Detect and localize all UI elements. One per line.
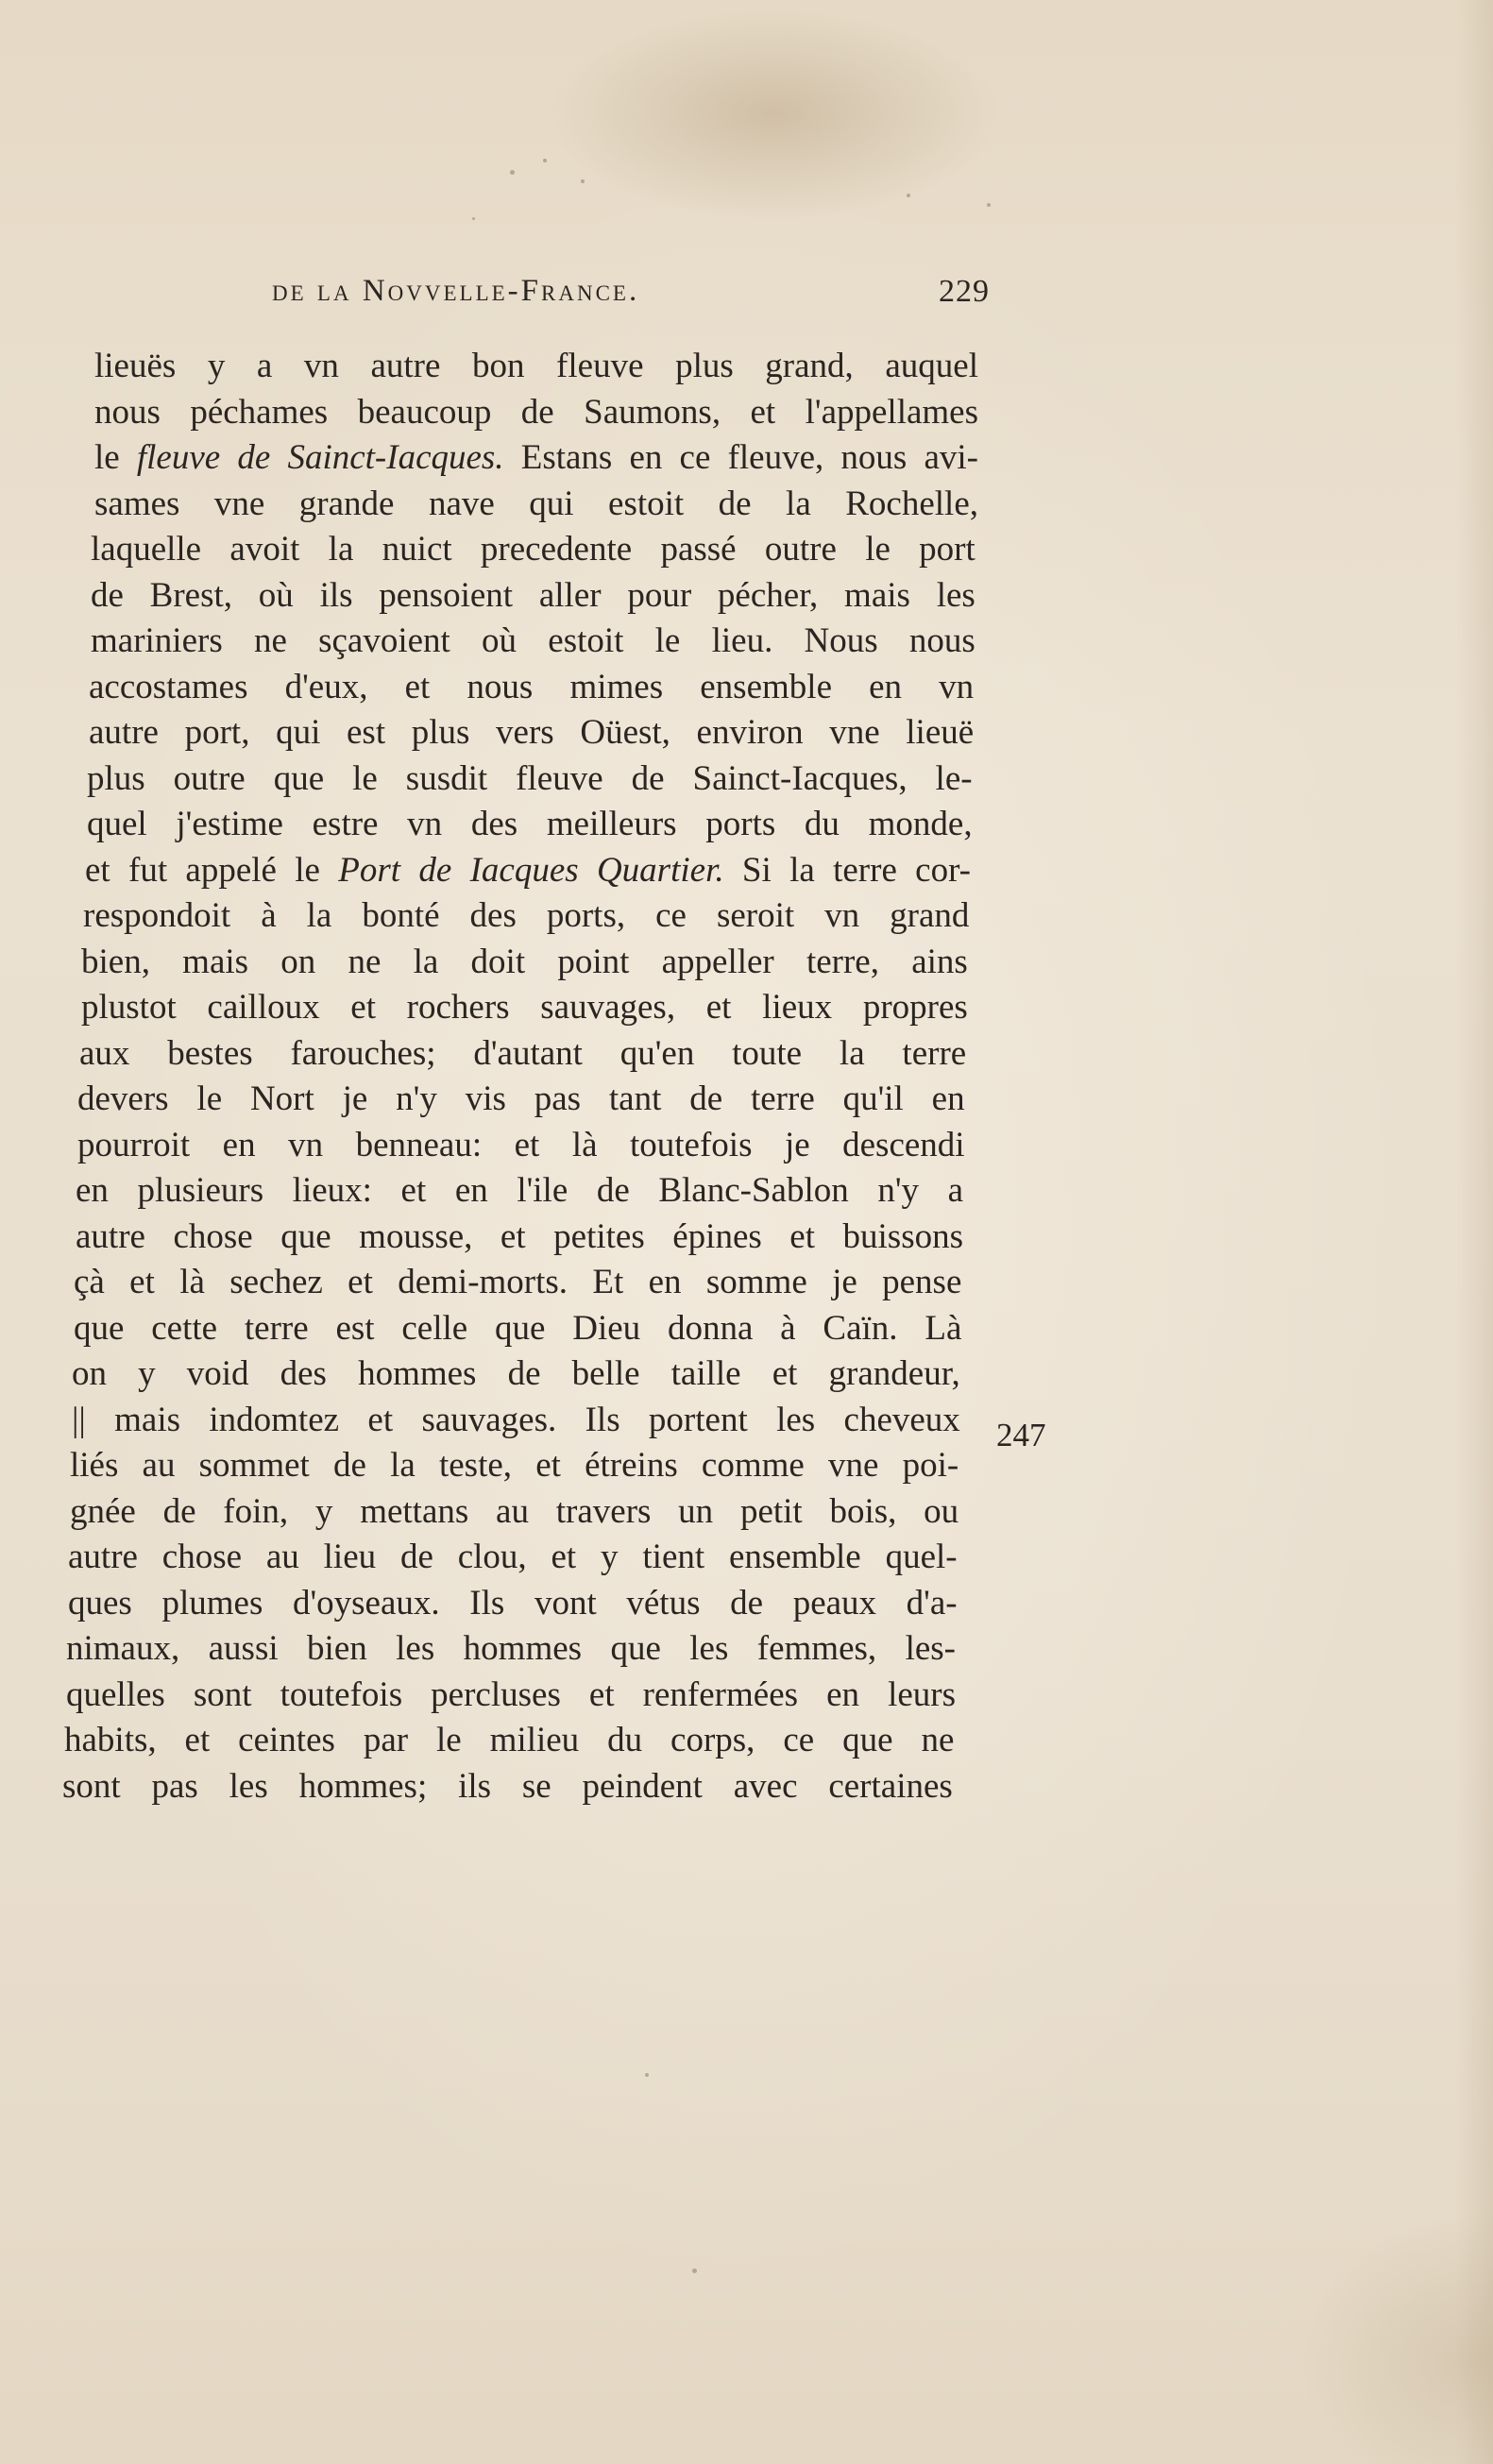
text-run: de Brest, où ils pensoient aller pour pécher, mais les xyxy=(91,575,976,615)
text-line xyxy=(76,1215,963,1261)
text-run: plus outre que le susdit fleuve de Sainct-Iacques, le- xyxy=(87,758,973,798)
text-line xyxy=(89,710,974,756)
text-line xyxy=(94,482,978,528)
text-run: on y void des hommes de belle taille et grandeur, xyxy=(72,1354,960,1393)
running-head: de la Novvelle-France. xyxy=(272,274,640,308)
text-line xyxy=(70,1443,959,1489)
page-edge-shadow xyxy=(1455,0,1493,2464)
text-run: pourroit en vn benneau: et là toutefois je descendi xyxy=(77,1125,965,1164)
italic-text-run: Port de Iacques Quartier. xyxy=(338,850,724,890)
page-number: 229 xyxy=(939,274,990,309)
text-run: ques plumes d'oyseaux. Ils vont vétus de peaux d'a- xyxy=(68,1583,958,1623)
text-line xyxy=(64,1718,954,1764)
text-line xyxy=(66,1673,956,1719)
text-run: respondoit à la bonté des ports, ce seroit vn grand xyxy=(83,896,970,935)
text-run: en plusieurs lieux: et en l'ile de Blanc-Sablon n'y a xyxy=(76,1171,963,1210)
text-line xyxy=(85,848,971,894)
text-line xyxy=(81,985,968,1031)
text-line xyxy=(77,1077,965,1123)
margin-page-reference: 247 xyxy=(996,1417,1046,1453)
text-run: accostames d'eux, et nous mimes ensemble en vn xyxy=(89,667,975,706)
text-run: Estans en ce fleuve, nous avi- xyxy=(503,438,978,477)
text-run: aux bestes farouches; d'autant qu'en toute la terre xyxy=(79,1033,967,1073)
text-run: sont pas les hommes; ils se peindent avec certaines xyxy=(62,1766,953,1806)
text-line xyxy=(87,756,973,803)
text-line xyxy=(83,893,969,940)
text-line xyxy=(76,1168,963,1215)
text-run: nous péchames beaucoup de Saumons, et l'appellames xyxy=(94,392,978,432)
page-header xyxy=(272,274,990,331)
foxing-spot xyxy=(987,203,991,207)
text-run: lieuës y a vn autre bon fleuve plus grand, auquel xyxy=(94,347,978,385)
foxing-spot xyxy=(472,217,475,220)
text-line xyxy=(94,390,978,436)
text-run: quelles sont toutefois percluses et renfermées en leurs xyxy=(66,1674,956,1714)
text-run: plustot cailloux et rochers sauvages, et lieux propres xyxy=(81,988,968,1027)
foxing-spot xyxy=(645,2073,649,2077)
text-run: que cette terre est celle que Dieu donna à Caïn. Là xyxy=(74,1308,962,1348)
text-run: le xyxy=(94,438,137,477)
text-line xyxy=(62,1764,953,1810)
foxing-spot xyxy=(907,194,910,197)
text-line xyxy=(79,1031,966,1078)
text-run: laquelle avoit la nuict precedente passé outre le port xyxy=(91,530,976,569)
text-run: autre chose au lieu de clou, et y tient ensemble quel- xyxy=(68,1538,958,1576)
text-run: gnée de foin, y mettans au travers un petit bois, ou xyxy=(70,1491,959,1531)
text-run: quel j'estime estre vn des meilleurs ports du monde, xyxy=(87,805,973,843)
text-line xyxy=(89,665,974,711)
text-line xyxy=(74,1306,961,1352)
text-line xyxy=(72,1398,960,1444)
text-line xyxy=(91,619,976,665)
foxing-spot xyxy=(510,170,515,175)
text-run: || mais indomtez et sauvages. Ils portent les cheveux xyxy=(72,1400,960,1439)
text-line xyxy=(72,1351,960,1398)
text-line xyxy=(87,802,973,848)
text-line xyxy=(66,1626,956,1673)
foxing-spot xyxy=(581,179,585,183)
text-run: autre port, qui est plus vers Oüest, environ vne lieuë xyxy=(89,713,975,752)
text-line xyxy=(68,1535,958,1581)
text-run: habits, et ceintes par le milieu du corps, ce que ne xyxy=(64,1721,955,1759)
text-line xyxy=(91,573,976,620)
foxing-spot xyxy=(692,2269,697,2273)
body-text xyxy=(62,344,992,1810)
text-run: çà et là sechez et demi-morts. Et en somme je pense xyxy=(74,1263,962,1301)
text-run: liés au sommet de la teste, et étreins comme vne poi- xyxy=(70,1446,959,1485)
text-run: bien, mais on ne la doit point appeller terre, ains xyxy=(81,942,968,981)
text-line xyxy=(70,1489,959,1536)
foxing-spot xyxy=(543,159,547,162)
italic-text-run: fleuve de Sainct-Iacques. xyxy=(136,438,504,477)
text-run: et fut appelé le xyxy=(85,850,339,890)
text-line xyxy=(94,435,978,482)
text-line xyxy=(94,344,978,390)
text-run: mariniers ne sçavoient où estoit le lieu. Nous nous xyxy=(91,621,976,660)
text-line xyxy=(81,940,968,986)
text-line xyxy=(77,1123,965,1169)
text-line xyxy=(68,1581,958,1627)
text-run: Si la terre cor- xyxy=(723,850,971,890)
text-line xyxy=(74,1260,961,1306)
text-run: autre chose que mousse, et petites épines et buissons xyxy=(76,1216,963,1256)
text-run: devers le Nort je n'y vis pas tant de terre qu'il en xyxy=(77,1079,965,1118)
text-run: nimaux, aussi bien les hommes que les femmes, les- xyxy=(66,1629,956,1668)
text-line xyxy=(91,527,976,573)
text-run: sames vne grande nave qui estoit de la Rochelle, xyxy=(94,484,978,523)
